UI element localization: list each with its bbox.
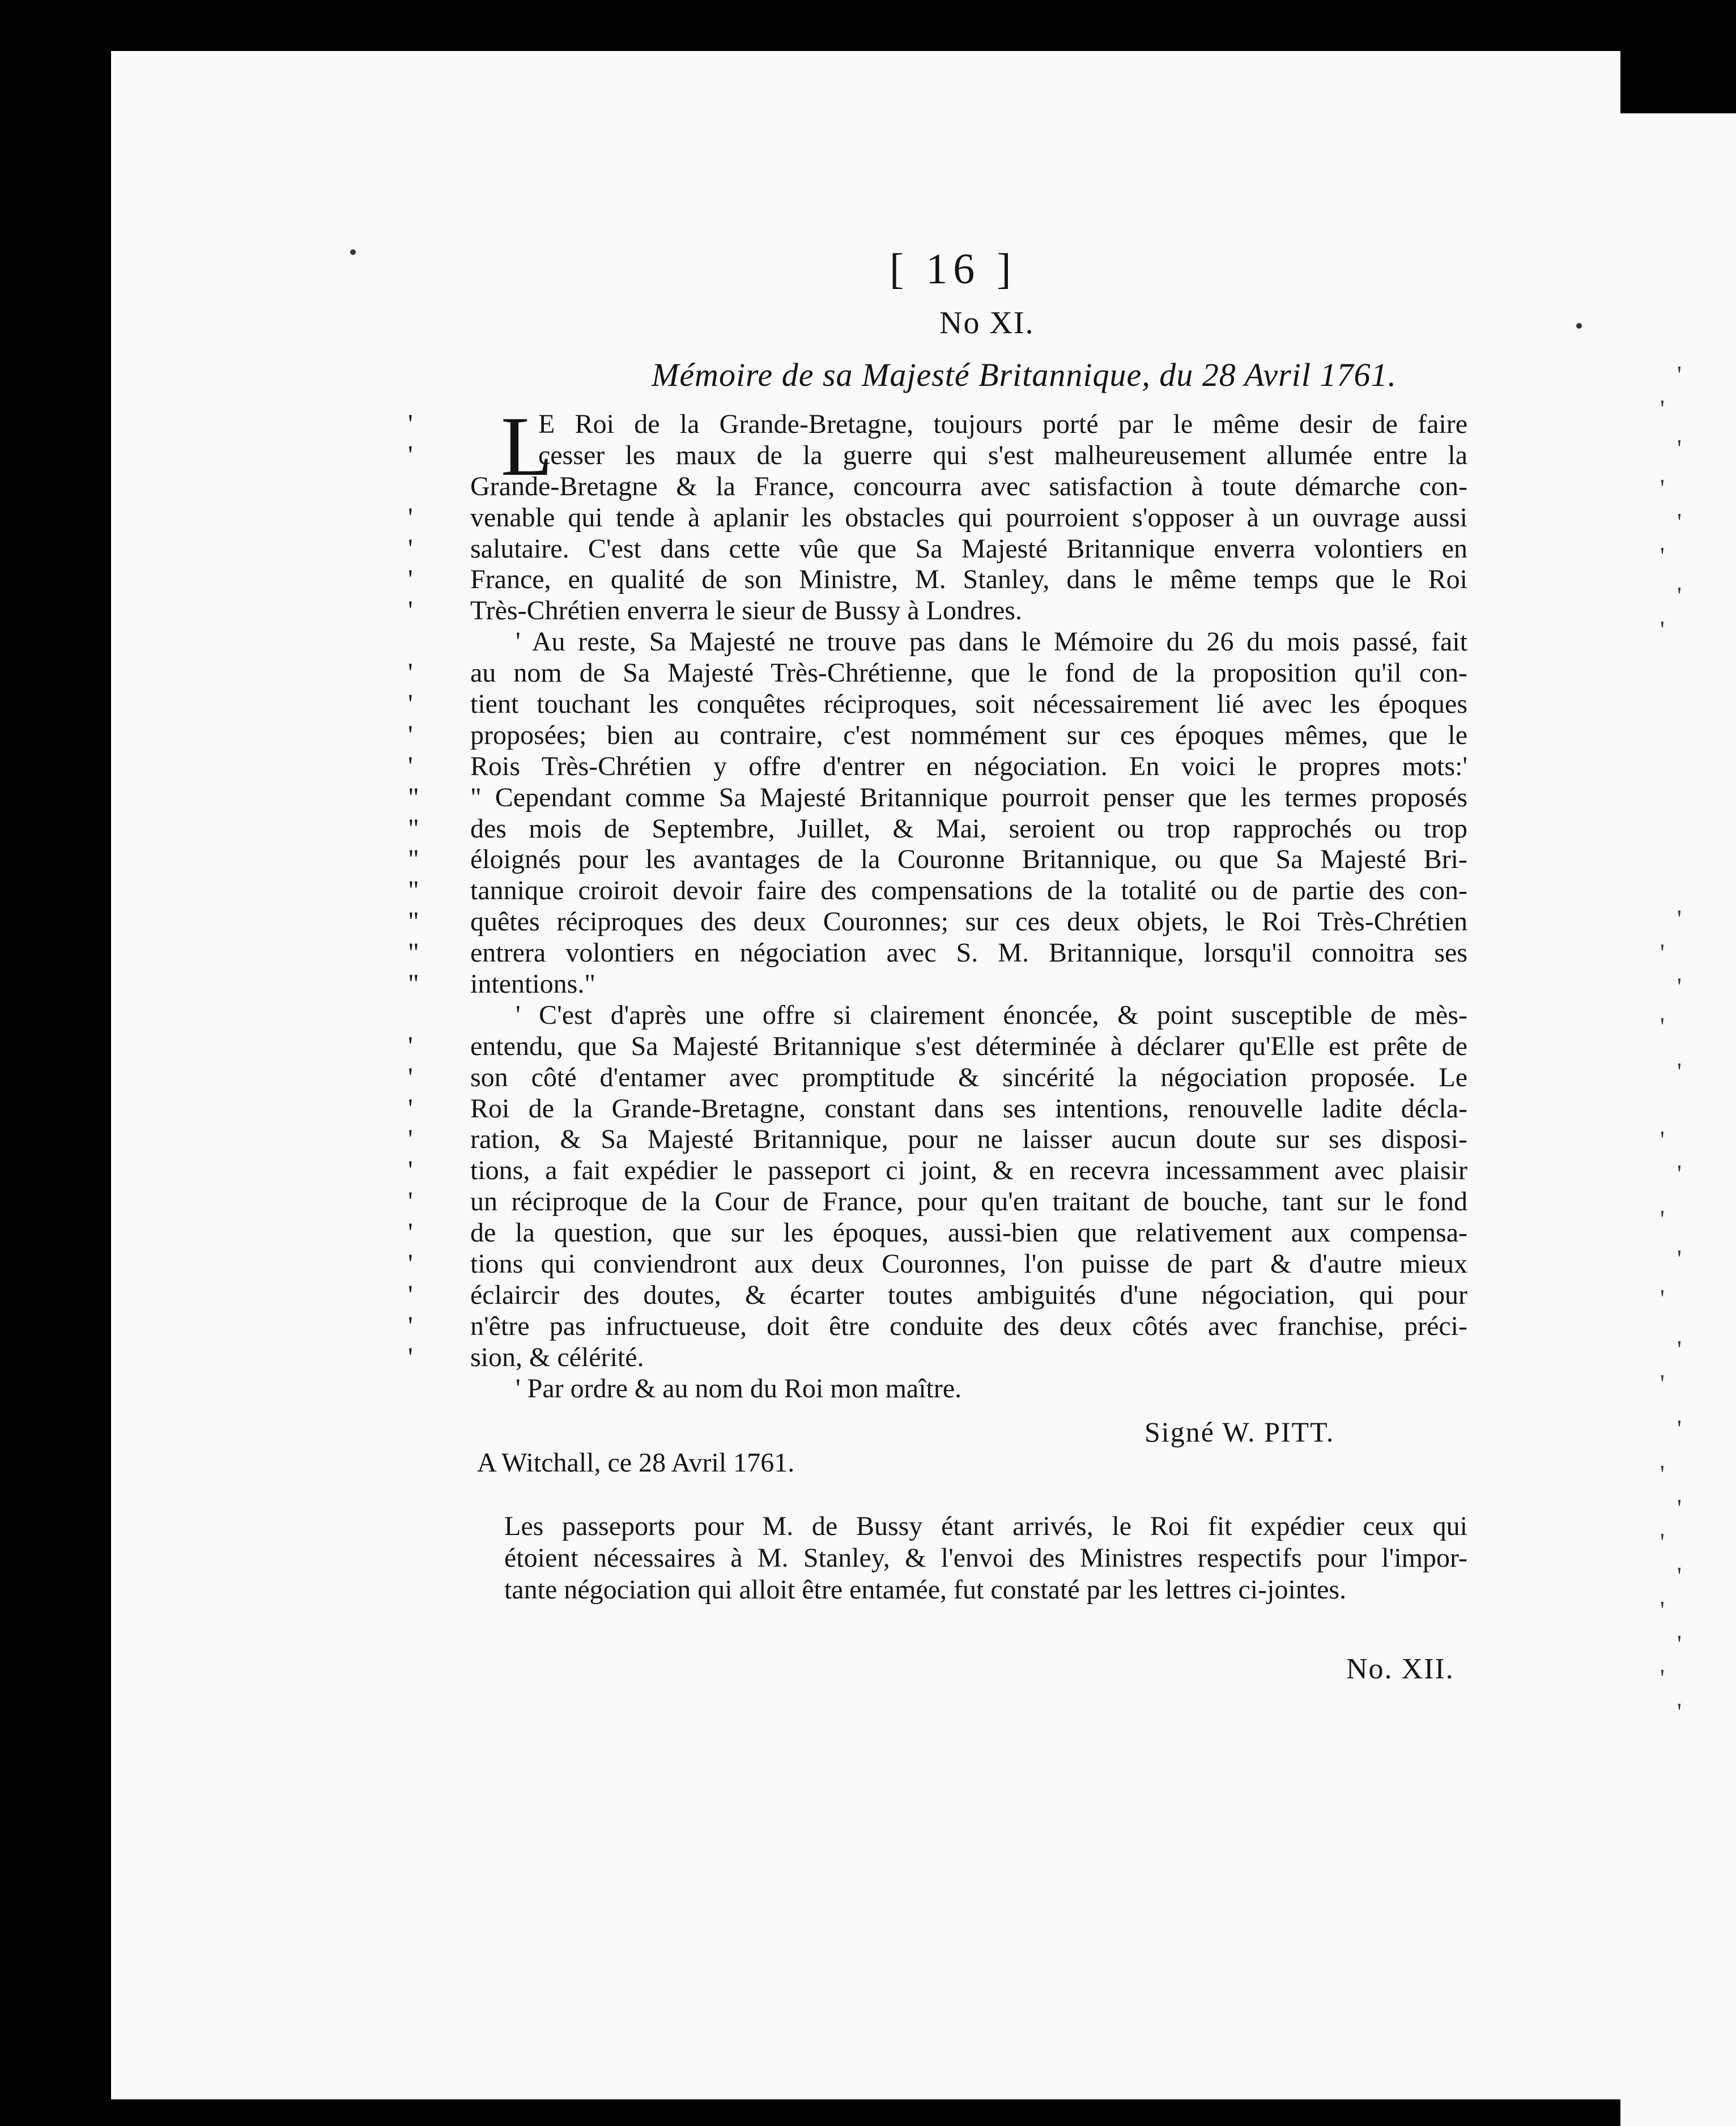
quotation-mark: ' [408,502,413,533]
quotation-mark: ' [408,1249,413,1279]
quotation-mark: ' [408,720,413,750]
margin-quote-mark: ' [1660,474,1665,502]
quotation-mark: ' [408,1218,413,1248]
quotation-mark: " [408,907,419,937]
memoire-title: Mémoire de sa Majesté Britannique, du 28 Avril 1761. [652,356,1397,393]
quotation-mark: " [408,844,419,875]
quotation-mark: ' [408,1062,413,1092]
date-line: A Witchall, ce 28 Avril 1761. [477,1448,795,1478]
margin-quote-mark: ' [1677,1245,1682,1273]
margin-quote-mark: ' [1660,1460,1665,1488]
text-line: entrera volontiers en négociation avec S. M. Britannique, lorsqu'il connoitra ses " [408,938,1467,968]
quotation-mark: ' [408,1279,413,1310]
margin-quote-mark: ' [1660,1285,1665,1312]
section-title: No XI. [939,305,1035,341]
margin-quote-mark: ' [1660,1013,1665,1040]
text-line: Roi de la Grande-Bretagne, constant dans ses intentions, renouvelle ladite décla- ' [408,1093,1467,1124]
text-line: des mois de Septembre, Juillet, & Mai, seroient ou trop rapprochés ou trop " [408,813,1467,844]
margin-quote-mark: ' [1677,905,1682,933]
margin-quote-mark: ' [1660,1205,1665,1233]
text-line: tions, a fait expédier le passeport ci joint, & en recevra incessamment avec plaisir ' [408,1155,1467,1186]
quotation-mark: " [408,938,419,968]
text-line: Très-Chrétien enverra le sieur de Bussy à Londres. ' [408,596,1022,626]
memoire-body [408,399,1467,1405]
quotation-mark: " [408,813,419,844]
text-line: de la question, que sur les époques, aussi-bien que relativement aux compensa- ' [408,1218,1467,1248]
margin-quote-mark: ' [1660,1370,1665,1397]
text-line: éclaircir des doutes, & écarter toutes ambiguités d'une négociation, qui pour ' [408,1279,1467,1310]
margin-quote-mark: ' [1677,508,1682,536]
text-line: E Roi de la Grande-Bretagne, toujours porté par le même desir de faire ' L [408,399,1467,494]
text-line: cesser les maux de la guerre qui s'est malheureusement allumée entre la ' [408,440,1467,470]
quotation-mark: ' [408,409,413,439]
margin-quote-mark: ' [1660,1126,1665,1154]
text-line: quêtes réciproques des deux Couronnes; sur ces deux objets, le Roi Très-Chrétien " [408,907,1467,937]
margin-quote-mark: ' [1677,582,1682,610]
text-line: ration, & Sa Majesté Britannique, pour ne laisser aucun doute sur ses disposi- ' [408,1124,1467,1155]
text-line: un réciproque de la Cour de France, pour qu'en traitant de bouche, tant sur le fond ' [408,1187,1467,1217]
text-line: intentions." " [408,969,595,1000]
text-line: France, en qualité de son Ministre, M. Stanley, dans le même temps que le Roi ' [408,564,1467,595]
paragraph-3 [408,1000,1467,1405]
text-line: Grande-Bretagne & la France, concourra avec satisfaction à toute démarche con- [470,471,1467,501]
margin-quote-mark: ' [1660,542,1665,570]
quotation-mark: ' [408,658,413,688]
ink-speck [1576,323,1582,329]
text-line: Rois Très-Chrétien y offre d'entrer en négociation. En voici le propres mots:' ' [408,751,1467,781]
margin-quote-mark: ' [1677,435,1682,462]
quotation-mark: " [408,875,419,906]
adjacent-page-edge [1620,113,1736,2126]
text-line: tante négociation qui alloit être entamée, fut constaté par les lettres ci-jointes. [504,1575,1347,1605]
quotation-mark: ' [408,1031,413,1061]
quotation-mark: ' [408,533,413,564]
text-line: proposées; bien au contraire, c'est nommément sur ces époques mêmes, que le ' [408,720,1467,750]
quotation-mark: ' [408,1124,413,1155]
text-line: étoient nécessaires à M. Stanley, & l'envoi des Ministres respectifs pour l'impor- [504,1543,1467,1573]
paragraph-2 [408,627,1467,1000]
text-line: au nom de Sa Majesté Très-Chrétienne, que le fond de la proposition qu'il con- ' [408,658,1467,688]
quotation-mark: ' [408,1187,413,1217]
text-line: venable qui tende à aplanir les obstacles qui pourroient s'opposer à un ouvrage aussi ' [408,502,1467,533]
margin-quote-mark: ' [1677,1415,1682,1443]
margin-quote-mark: ' [1660,1596,1665,1624]
quotation-mark: ' [408,564,413,595]
quotation-mark: " [408,782,419,813]
margin-quote-mark: ' [1677,1562,1682,1590]
margin-quote-mark: ' [1677,1160,1682,1188]
margin-quote-mark: ' [1660,616,1665,644]
quotation-mark: ' [408,1155,413,1186]
closing-paragraph [504,1511,1467,1606]
page-number: [ 16 ] [890,245,1017,293]
text-line: ' Au reste, Sa Majesté ne trouve pas dans le Mémoire du 26 du mois passé, fait [516,627,1467,657]
drop-cap: L [501,399,553,494]
catchword: No. XII. [1346,1653,1454,1685]
margin-quote-mark: ' [1660,939,1665,967]
quotation-mark: ' [408,596,413,626]
margin-quote-mark: ' [1677,1336,1682,1363]
text-line: tannique croiroit devoir faire des compensations de la totalité ou de partie des con- " [408,875,1467,906]
quotation-mark: ' [408,689,413,720]
text-line: Les passeports pour M. de Bussy étant arrivés, le Roi fit expédier ceux qui [504,1511,1467,1541]
text-line: ' C'est d'après une offre si clairement énoncée, & point susceptible de mès- [516,1000,1467,1030]
quotation-mark: " [408,969,419,1000]
margin-quote-mark: ' [1677,1630,1682,1658]
quotation-mark: ' [408,440,413,470]
margin-quote-mark: ' [1660,1528,1665,1556]
text-line: sion, & célérité. ' [408,1342,644,1372]
quotation-mark: ' [408,1311,413,1341]
quotation-mark: ' [408,1093,413,1124]
margin-quote-mark: ' [1660,1664,1665,1692]
text-line: " Cependant comme Sa Majesté Britannique pourroit penser que les termes proposés " [408,782,1467,813]
paragraph-1 [408,399,1467,627]
text-line: tient touchant les conquêtes réciproques, soit nécessairement lié avec les époques ' [408,689,1467,720]
ink-speck [350,249,356,255]
margin-quote-mark: ' [1677,1698,1682,1726]
text-line: éloignés pour les avantages de la Couronne Britannique, ou que Sa Majesté Bri- " [408,844,1467,875]
quotation-mark: ' [408,1342,413,1372]
margin-quote-mark: ' [1677,361,1682,389]
margin-quote-mark: ' [1677,1058,1682,1086]
text-line: son côté d'entamer avec promptitude & sincérité la négociation proposée. Le ' [408,1062,1467,1092]
signature: Signé W. PITT. [1144,1416,1335,1448]
quotation-mark: ' [408,751,413,781]
text-line: entendu, que Sa Majesté Britannique s'est déterminée à déclarer qu'Elle est prête de ' [408,1031,1467,1061]
margin-quote-mark: ' [1660,395,1665,423]
text-line: salutaire. C'est dans cette vûe que Sa Majesté Britannique enverra volontiers en ' [408,533,1467,564]
margin-quote-mark: ' [1677,973,1682,1001]
text-line: ' Par ordre & au nom du Roi mon maître. [516,1373,962,1404]
margin-quote-mark: ' [1677,1494,1682,1522]
text-line: tions qui conviendront aux deux Couronnes, l'on puisse de part & d'autre mieux ' [408,1249,1467,1279]
text-line: n'être pas infructueuse, doit être conduite des deux côtés avec franchise, préci- ' [408,1311,1467,1341]
